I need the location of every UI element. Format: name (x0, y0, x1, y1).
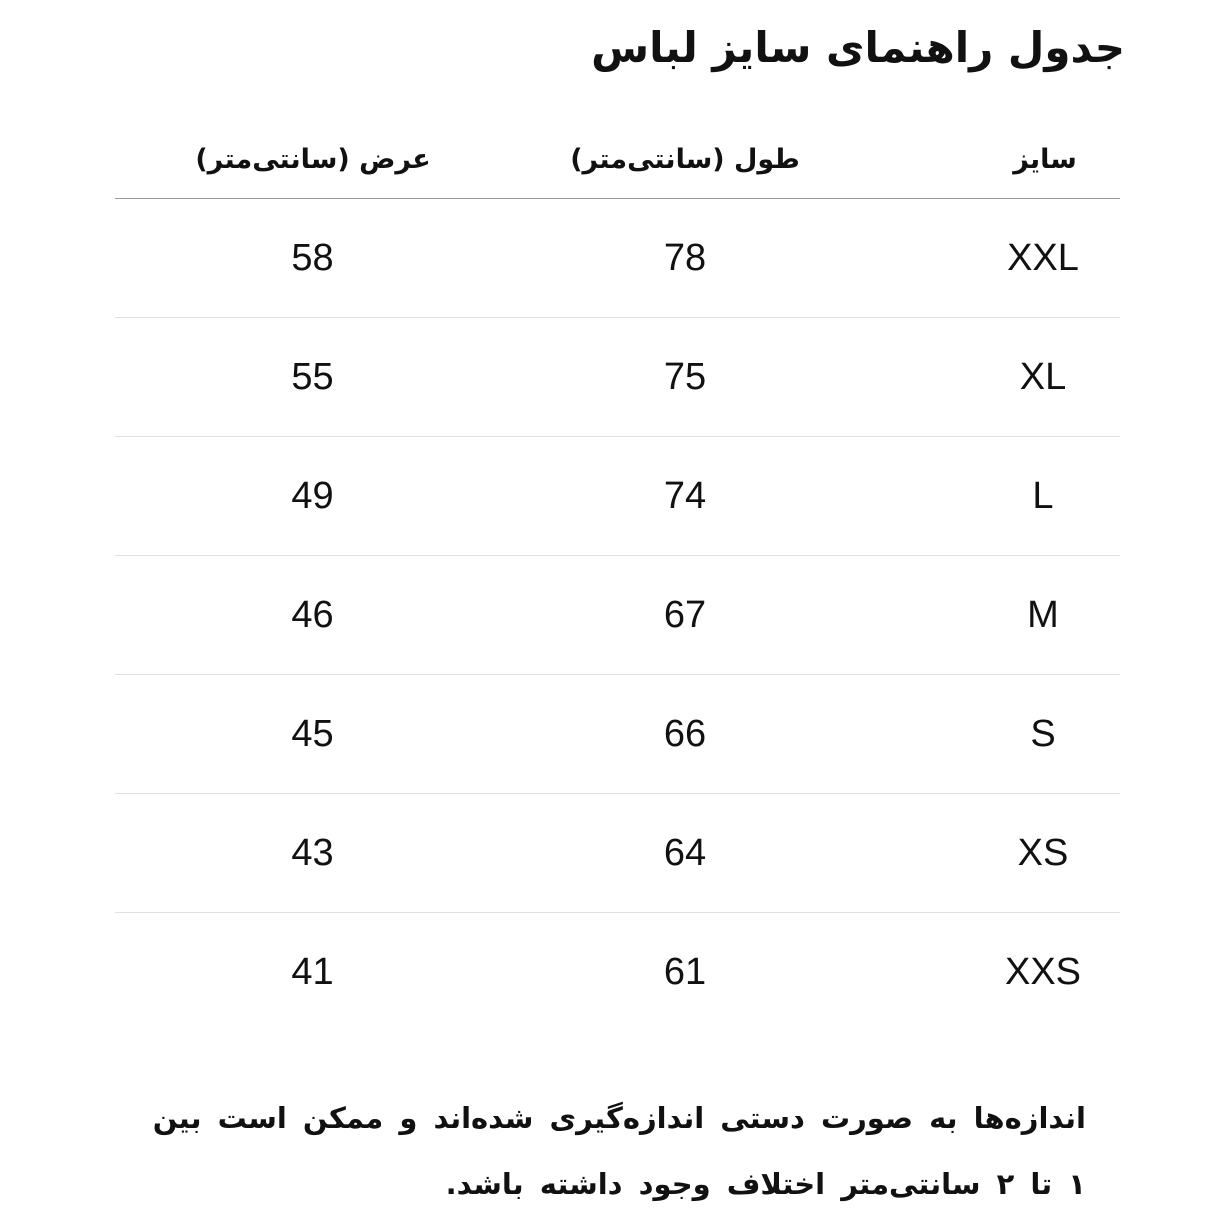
width-cell: 43 (291, 831, 334, 874)
table-row (115, 794, 1120, 913)
size-table (115, 120, 1120, 1031)
table-row (115, 913, 1120, 1031)
table-row (115, 437, 1120, 556)
size-cell: XXS (1004, 950, 1082, 993)
table-row (115, 556, 1120, 675)
size-cell: XXL (1007, 236, 1079, 279)
header-length: طول (سانتی‌متر) (570, 143, 800, 175)
size-cell: XL (1019, 355, 1067, 398)
size-cell: XS (1017, 831, 1069, 874)
length-cell: 64 (663, 831, 707, 874)
table-header-row (115, 120, 1120, 199)
size-cell: L (1032, 474, 1054, 517)
length-cell: 67 (663, 593, 707, 636)
table-row (115, 318, 1120, 437)
table-row (115, 675, 1120, 794)
length-cell: 74 (663, 474, 707, 517)
length-cell: 61 (663, 950, 707, 993)
width-cell: 46 (291, 593, 334, 636)
measurement-note: اندازه‌ها به صورت دستی اندازه‌گیری شده‌اند و ممکن است بین ۱ تا ۲ سانتی‌متر اختلاف وجود داشته باشد. (152, 1101, 1086, 1201)
width-cell: 45 (291, 712, 334, 755)
header-width: عرض (سانتی‌متر) (195, 143, 431, 175)
length-cell: 78 (663, 236, 707, 279)
length-cell: 75 (663, 355, 707, 398)
width-cell: 58 (291, 236, 334, 279)
table-row (115, 199, 1120, 318)
header-size: سایز (1013, 143, 1077, 175)
page-title: جدول راهنمای سایز لباس (591, 23, 1125, 72)
width-cell: 55 (291, 355, 334, 398)
width-cell: 49 (291, 474, 334, 517)
width-cell: 41 (291, 950, 334, 993)
size-cell: S (1030, 712, 1056, 755)
size-cell: M (1027, 593, 1059, 636)
length-cell: 66 (663, 712, 707, 755)
